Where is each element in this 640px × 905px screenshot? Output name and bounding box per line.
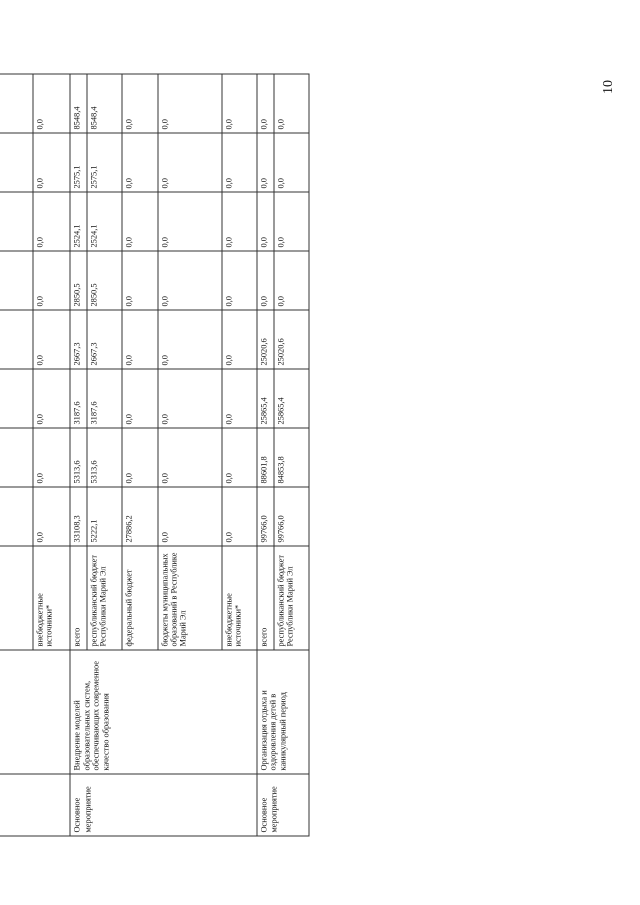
amount-cell: 2667,3: [70, 310, 87, 369]
funding-source-cell: всего: [70, 546, 87, 650]
funding-source-cell: республиканский бюджет Республики Марий Эл: [87, 546, 122, 650]
funding-source-cell: республиканский бюджет Республики Марий Эл: [274, 546, 309, 650]
amount-cell: 0,0: [122, 192, 157, 251]
amount-cell: 25865,4: [257, 369, 274, 428]
amount-cell: 0,0: [122, 74, 157, 133]
amount-cell: 2524,1: [70, 192, 87, 251]
amount-cell: 0,0: [222, 192, 257, 251]
amount-cell: 88601,8: [257, 428, 274, 487]
amount-cell: 0,0: [122, 310, 157, 369]
amount-cell: 0,0: [33, 251, 70, 310]
amount-cell: 0,0: [122, 369, 157, 428]
funding-source-cell: [0, 546, 33, 650]
amount-cell: 0,0: [33, 74, 70, 133]
amount-cell: 0,0: [222, 369, 257, 428]
amount-cell: 0,0: [158, 74, 222, 133]
activity-type-cell: [0, 774, 70, 836]
amount-cell: 0,0: [222, 251, 257, 310]
amount-cell: 25865,4: [274, 369, 309, 428]
amount-cell: [0, 74, 33, 133]
amount-cell: [0, 192, 33, 251]
amount-cell: 0,0: [33, 369, 70, 428]
amount-cell: 27886,2: [122, 487, 157, 546]
amount-cell: 33108,3: [70, 487, 87, 546]
amount-cell: 0,0: [33, 192, 70, 251]
funding-source-cell: внебюджетные источники*: [222, 546, 257, 650]
amount-cell: 8548,4: [70, 74, 87, 133]
amount-cell: 0,0: [257, 251, 274, 310]
table-row: [70, 74, 87, 836]
amount-cell: 0,0: [122, 251, 157, 310]
amount-cell: [0, 487, 33, 546]
amount-cell: 2667,3: [87, 310, 122, 369]
amount-cell: 0,0: [222, 487, 257, 546]
activity-type-cell: Основное мероприятие: [257, 774, 309, 836]
amount-cell: 0,0: [257, 133, 274, 192]
amount-cell: 2850,5: [70, 251, 87, 310]
amount-cell: [0, 251, 33, 310]
amount-cell: 99766,0: [274, 487, 309, 546]
amount-cell: 5313,6: [70, 428, 87, 487]
amount-cell: 0,0: [257, 74, 274, 133]
activity-name-cell: [0, 650, 70, 774]
amount-cell: 84853,8: [274, 428, 309, 487]
amount-cell: 0,0: [33, 428, 70, 487]
amount-cell: 3187,6: [87, 369, 122, 428]
amount-cell: 0,0: [33, 133, 70, 192]
amount-cell: 0,0: [274, 74, 309, 133]
activity-type-cell: Основное мероприятие: [70, 774, 257, 836]
activity-name-cell: Внедрение моделей образовательных систем, обеспечивающих современное качество образования: [70, 650, 257, 774]
amount-cell: 25020,6: [274, 310, 309, 369]
amount-cell: 0,0: [222, 310, 257, 369]
funding-source-cell: федеральный бюджет: [122, 546, 157, 650]
amount-cell: 2575,1: [87, 133, 122, 192]
amount-cell: 0,0: [158, 192, 222, 251]
amount-cell: 0,0: [158, 369, 222, 428]
amount-cell: 25020,6: [257, 310, 274, 369]
amount-cell: 2575,1: [70, 133, 87, 192]
activity-name-cell: Организация отдыха и оздоровления детей в каникулярный период: [257, 650, 309, 774]
amount-cell: 3187,6: [70, 369, 87, 428]
amount-cell: [0, 428, 33, 487]
amount-cell: 0,0: [33, 487, 70, 546]
amount-cell: 0,0: [158, 428, 222, 487]
funding-source-cell: внебюджетные источники*: [33, 546, 70, 650]
budget-table: [0, 74, 310, 837]
funding-source-cell: бюджеты муниципальных образований в Республике Марий Эл: [158, 546, 222, 650]
amount-cell: 0,0: [33, 310, 70, 369]
amount-cell: [0, 369, 33, 428]
amount-cell: 0,0: [158, 310, 222, 369]
page-number: 10: [601, 80, 616, 94]
amount-cell: 0,0: [274, 192, 309, 251]
amount-cell: 2524,1: [87, 192, 122, 251]
amount-cell: 0,0: [274, 251, 309, 310]
amount-cell: 99766,0: [257, 487, 274, 546]
amount-cell: 5222,1: [87, 487, 122, 546]
amount-cell: 0,0: [122, 428, 157, 487]
amount-cell: 5313,6: [87, 428, 122, 487]
amount-cell: [0, 310, 33, 369]
amount-cell: 0,0: [122, 133, 157, 192]
amount-cell: 0,0: [158, 133, 222, 192]
amount-cell: 0,0: [158, 251, 222, 310]
amount-cell: 8548,4: [87, 74, 122, 133]
amount-cell: 0,0: [222, 74, 257, 133]
amount-cell: 2850,5: [87, 251, 122, 310]
amount-cell: 0,0: [222, 133, 257, 192]
amount-cell: 0,0: [222, 428, 257, 487]
amount-cell: [0, 133, 33, 192]
table-body: [0, 74, 309, 836]
amount-cell: 0,0: [257, 192, 274, 251]
amount-cell: 0,0: [158, 487, 222, 546]
amount-cell: 0,0: [274, 133, 309, 192]
funding-source-cell: всего: [257, 546, 274, 650]
table-row: [257, 74, 274, 836]
